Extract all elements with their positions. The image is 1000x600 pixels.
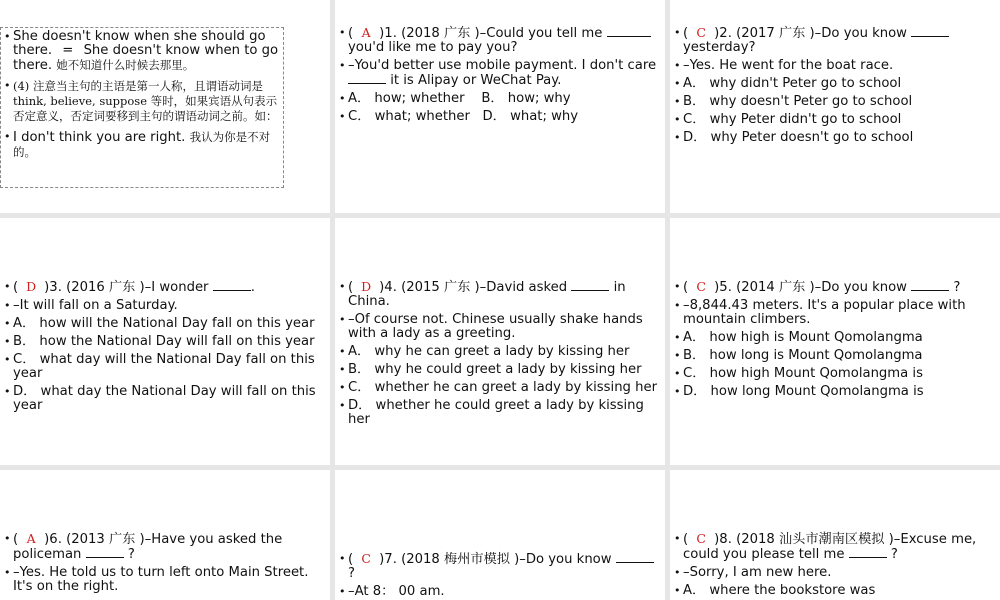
- option-c: [339, 381, 659, 395]
- question-1-stem: • ( A )1. (2018 广东 )–Could you tell me you'd like me to pay you?: [339, 26, 659, 55]
- option-b: B． how; why: [481, 91, 571, 106]
- answer-blank: [86, 547, 124, 558]
- question-6-panel: [0, 470, 330, 600]
- answer-mark: C: [696, 279, 706, 294]
- question-8-panel: [670, 470, 1000, 600]
- reply-text: –Yes. He told us to turn left onto Main Street. It's on the right.: [13, 565, 309, 594]
- reply-text: –Of course not. Chinese usually shake hands with a lady as a greeting.: [348, 312, 643, 341]
- answer-blank: [616, 552, 654, 563]
- note-translation: 我认为你是不对的。: [13, 130, 271, 159]
- option-d: [674, 385, 994, 399]
- option-b: [4, 335, 324, 349]
- question-8-stem: • ( C )8. (2018 汕头市潮南区模拟 )–Excuse me, could you please tell me ?: [674, 532, 994, 562]
- stem-text: ?: [890, 547, 898, 562]
- stem-text: )3. (2016 广东 )–I wonder: [44, 280, 209, 295]
- answer-blank: [607, 26, 651, 37]
- answer-blank: [213, 280, 251, 291]
- note-item-2: [4, 79, 279, 124]
- question-1-panel: [335, 0, 665, 213]
- stem-text: )8. (2018 汕头市潮南区模拟 )–Excuse me, could you please tell me: [683, 532, 977, 562]
- option-text: C． why Peter didn't go to school: [683, 112, 902, 127]
- stem-text: )4. (2015 广东 )–David asked: [379, 280, 568, 295]
- option-text: D． what day the National Day will fall on this year: [13, 384, 316, 413]
- answer-blank: [348, 73, 386, 84]
- option-b: [674, 349, 994, 363]
- option-text: B． how long is Mount Qomolangma: [683, 348, 923, 363]
- stem-text: ?: [348, 566, 355, 581]
- note-text: She doesn't know when she should go there.: [13, 29, 266, 58]
- option-text: D． whether he could greet a lady by kissing her: [348, 398, 644, 427]
- option-a: [4, 317, 324, 331]
- option-d: [674, 131, 994, 145]
- option-c: [4, 353, 324, 381]
- answer-blank: [911, 280, 949, 291]
- option-a: [674, 584, 994, 598]
- stem-text: )6. (2013 广东 )–Have you asked the policeman: [13, 532, 283, 562]
- answer-mark: A: [361, 25, 371, 40]
- answer-mark: A: [26, 531, 36, 546]
- answer-mark: D: [361, 279, 372, 294]
- option-text: B． why doesn't Peter go to school: [683, 94, 913, 109]
- note-example: I don't think you are right.: [13, 130, 186, 145]
- note-translation: 她不知道什么时候去那里。: [56, 58, 195, 72]
- question-7-reply: [339, 585, 659, 599]
- option-text: A． why he can greet a lady by kissing her: [348, 344, 630, 359]
- stem-text: in China.: [348, 280, 626, 309]
- question-2-panel: [670, 0, 1000, 213]
- option-text: A． how high is Mount Qomolangma: [683, 330, 923, 345]
- answer-mark: D: [26, 279, 37, 294]
- reply-text: –You'd better use mobile payment. I don't care: [348, 58, 657, 73]
- option-text: D． why Peter doesn't go to school: [683, 130, 914, 145]
- question-2-stem: • ( C )2. (2017 广东 )–Do you know yesterday?: [674, 26, 994, 55]
- option-d: [339, 399, 659, 427]
- answer-blank: [911, 26, 949, 37]
- option-b: [674, 95, 994, 109]
- reply-text: –Sorry, I am new here.: [683, 565, 832, 580]
- equals-sign: =: [62, 43, 74, 58]
- option-text: A． how will the National Day fall on this year: [13, 316, 315, 331]
- answer-mark: C: [696, 531, 706, 546]
- stem-text: )2. (2017 广东 )–Do you know: [714, 26, 907, 41]
- stem-text: )7. (2018 梅州市模拟 )–Do you know: [379, 552, 612, 567]
- option-text: C． whether he can greet a lady by kissing her: [348, 380, 658, 395]
- answer-mark: C: [361, 551, 371, 566]
- stem-text: ?: [953, 280, 961, 295]
- question-1-options-ab: [339, 92, 659, 106]
- stem-text: .: [250, 280, 255, 295]
- reply-text: –At 8： 00 am.: [348, 584, 445, 599]
- option-c: [674, 367, 994, 381]
- reply-text: it is Alipay or WeChat Pay.: [390, 73, 562, 88]
- question-3-panel: [0, 218, 330, 465]
- question-8-reply: [674, 566, 994, 580]
- option-a: A． how; whether: [348, 91, 465, 106]
- question-1-reply: [339, 59, 659, 88]
- option-c: [674, 113, 994, 127]
- answer-blank: [571, 280, 609, 291]
- question-4-reply: [339, 313, 659, 341]
- answer-mark: C: [696, 25, 706, 40]
- question-7-panel: [335, 470, 665, 600]
- option-d: D． what; why: [482, 109, 579, 124]
- stem-text: ?: [127, 547, 135, 562]
- option-text: B． how the National Day will fall on this year: [13, 334, 315, 349]
- question-4-stem: • ( D )4. (2015 广东 )–David asked in China.: [339, 280, 659, 309]
- stem-text: you'd like me to pay you?: [348, 40, 518, 55]
- stem-text: )1. (2018 广东 )–Could you tell me: [379, 26, 603, 41]
- option-a: [674, 331, 994, 345]
- question-4-panel: [335, 218, 665, 465]
- option-text: C． how high Mount Qomolangma is: [683, 366, 923, 381]
- question-5-reply: [674, 299, 994, 327]
- option-text: C． what day will the National Day fall on this year: [13, 352, 315, 381]
- note-item-3: [4, 130, 279, 160]
- question-7-stem: • ( C )7. (2018 梅州市模拟 )–Do you know ?: [339, 552, 659, 581]
- option-a: [674, 77, 994, 91]
- grammar-note-box: [0, 27, 284, 188]
- question-6-reply: [4, 566, 324, 594]
- option-text: D． how long Mount Qomolangma is: [683, 384, 924, 399]
- note-text: She doesn't know when to go there.: [13, 43, 279, 73]
- question-5-stem: • ( C )5. (2014 广东 )–Do you know ?: [674, 280, 994, 295]
- question-5-panel: [670, 218, 1000, 465]
- question-6-stem: • ( A )6. (2013 广东 )–Have you asked the policeman ?: [4, 532, 324, 562]
- question-2-reply: [674, 59, 994, 73]
- option-d: [4, 385, 324, 413]
- option-text: A． why didn't Peter go to school: [683, 76, 902, 91]
- option-text: A． where the bookstore was: [683, 583, 876, 598]
- reply-text: –Yes. He went for the boat race.: [683, 58, 894, 73]
- question-3-stem: • ( D )3. (2016 广东 )–I wonder .: [4, 280, 324, 295]
- stem-text: )5. (2014 广东 )–Do you know: [714, 280, 907, 295]
- option-b: [339, 363, 659, 377]
- question-3-reply: [4, 299, 324, 313]
- answer-blank: [849, 547, 887, 558]
- note-rule: (4) 注意当主句的主语是第一人称，且谓语动词是 think, believe, suppose 等时，如果宾语从句表示否定意义，否定词要移到主句的谓语动词之前。如：: [13, 79, 278, 123]
- reply-text: –It will fall on a Saturday.: [13, 298, 178, 313]
- note-item-1: [4, 30, 279, 73]
- notes-panel: [0, 0, 330, 213]
- stem-text: yesterday?: [683, 40, 756, 55]
- option-c: C． what; whether: [348, 109, 470, 124]
- question-1-options-cd: [339, 110, 659, 124]
- option-text: B． why he could greet a lady by kissing her: [348, 362, 642, 377]
- option-a: [339, 345, 659, 359]
- reply-text: –8,844.43 meters. It's a popular place with mountain climbers.: [683, 298, 966, 327]
